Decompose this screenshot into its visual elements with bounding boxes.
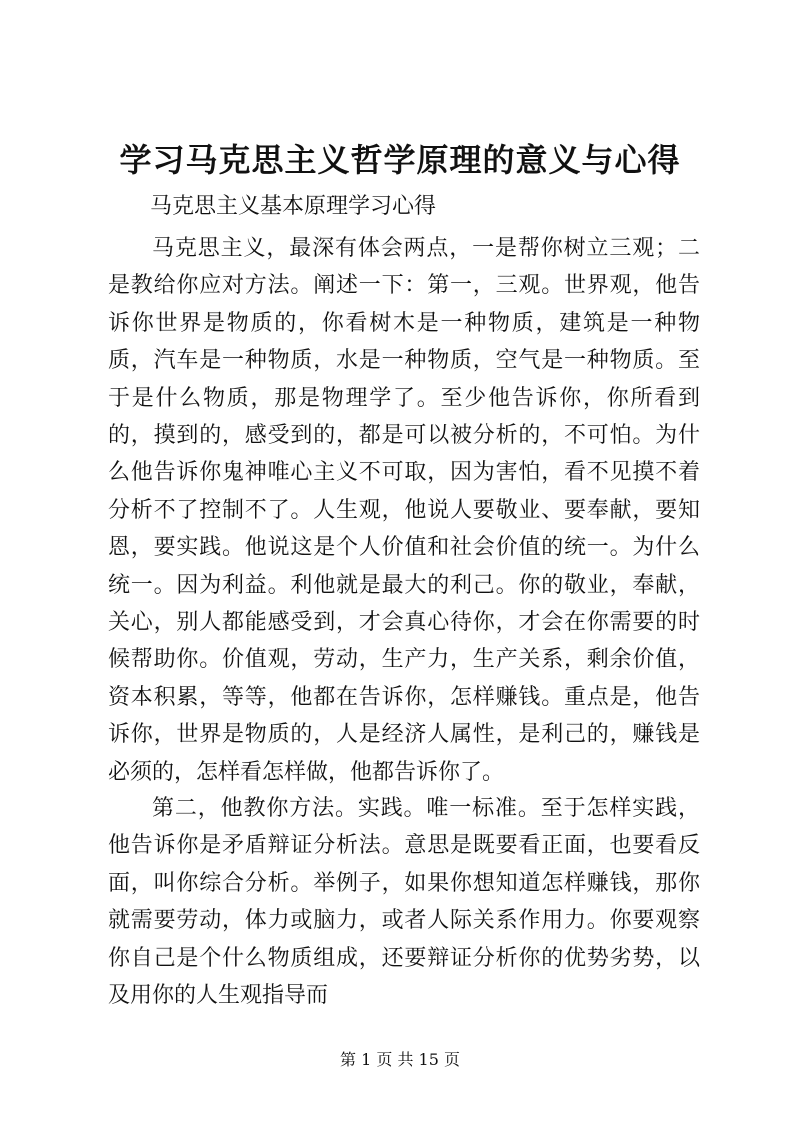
page-footer: 第 1 页 共 15 页 <box>340 1050 460 1069</box>
paragraph-2: 第二，他教你方法。实践。唯一标准。至于怎样实践，他告诉你是矛盾辩证分析法。意思是既要看正面，也要看反面，叫你综合分析。举例子，如果你想知道怎样赚钱，那你就需要劳动，体力或脑力，或者人际关系作用力。你要观察你自己是个什么物质组成，还要辩证分析你的优势劣势，以及用你的人生观指导而 <box>108 796 700 1009</box>
page-title: 学习马克思主义哲学原理的意义与心得 <box>119 141 681 179</box>
subtitle: 马克思主义基本原理学习心得 <box>150 194 437 219</box>
paragraph-1: 马克思主义，最深有体会两点，一是帮你树立三观；二是教给你应对方法。阐述一下：第一，三观。世界观，他告诉你世界是物质的，你看树木是一种物质，建筑是一种物质，汽车是一种物质，水是一种物质，空气是一种物质。至于是什么物质，那是物理学了。至少他告诉你，你所看到的，摸到的，感受到的，都是可以被分析的，不可怕。为什么他告诉你鬼神唯心主义不可取，因为害怕，看不见摸不着分析不了控制不了。人生观，他说人要敬业、要奉献，要知恩，要实践。他说这是个人价值和社会价值的统一。为什么统一。因为利益。利他就是最大的利己。你的敬业，奉献，关心，别人都能感受到，才会真心待你，才会在你需要的时候帮助你。价值观，劳动，生产力，生产关系，剩余价值，资本积累，等等，他都在告诉你，怎样赚钱。重点是，他告诉你，世界是物质的，人是经济人属性，是利己的，赚钱是必须的，怎样看怎样做，他都告诉你了。 <box>108 236 700 785</box>
